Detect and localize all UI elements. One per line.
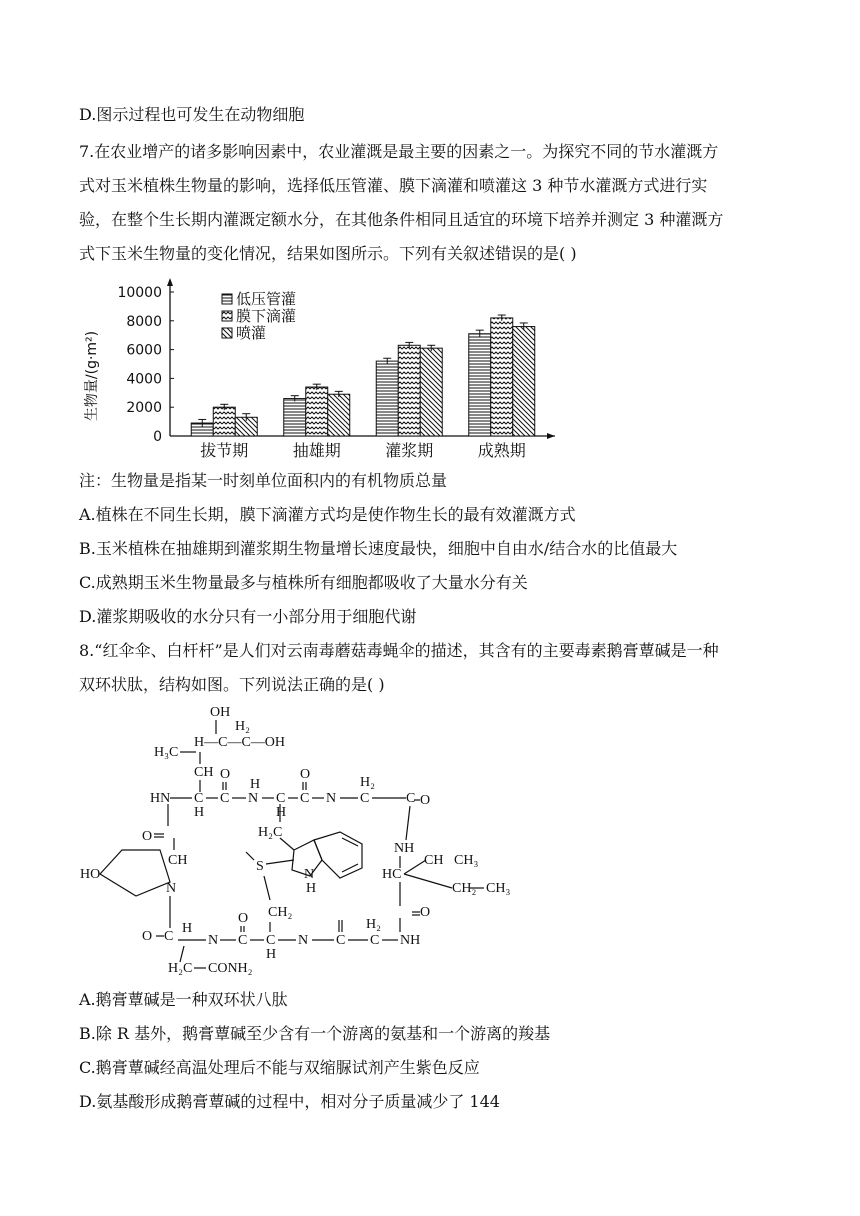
mol-label: OH xyxy=(210,705,231,720)
q7-stem-line-3: 验，在整个生长期内灌溉定额水分，在其他条件相同且适宜的环境下培养并测定 3 种灌溉方 xyxy=(79,210,724,229)
bond xyxy=(404,874,452,888)
q6-option-d: D.图示过程也可发生在动物细胞 xyxy=(79,105,305,124)
bar xyxy=(376,361,398,436)
mol-label: N xyxy=(326,791,337,806)
x-tick-label: 抽雄期 xyxy=(292,441,341,460)
biomass-bar-chart xyxy=(70,276,570,466)
x-tick-label: 灌浆期 xyxy=(385,441,434,460)
mol-label: CH xyxy=(168,853,188,868)
mol-label: CH xyxy=(194,765,214,780)
bond xyxy=(406,806,410,840)
mol-label: C xyxy=(220,791,230,806)
bar xyxy=(469,334,491,436)
bar xyxy=(398,345,420,436)
bond xyxy=(266,860,294,864)
bar xyxy=(306,387,328,436)
mol-label: C xyxy=(164,929,174,944)
q8-option-b: B.除 R 基外，鹅膏蕈碱至少含有一个游离的氨基和一个游离的羧基 xyxy=(79,1024,551,1043)
mol-label: H₃C xyxy=(154,745,179,760)
mol-label: N xyxy=(248,791,259,806)
legend-label: 喷灌 xyxy=(236,324,267,342)
bond xyxy=(280,838,294,850)
y-axis-title: 生物量/(g·m²) xyxy=(84,330,100,422)
bar xyxy=(328,394,350,436)
q8-stem-line-2: 双环状肽，结构如图。下列说法正确的是( ) xyxy=(79,675,385,694)
mol-label: C xyxy=(360,791,370,806)
mol-label: O xyxy=(142,929,153,944)
bond xyxy=(246,852,254,860)
mol-label: HN xyxy=(150,791,171,806)
bar xyxy=(420,348,442,436)
mol-label: H₂ xyxy=(235,719,250,734)
mol-label: O xyxy=(420,793,431,808)
bond xyxy=(342,838,358,846)
mol-label: H xyxy=(266,947,277,962)
legend-swatch xyxy=(222,294,232,304)
q8-option-d: D.氨基酸形成鹅膏蕈碱的过程中，相对分子质量减少了 144 xyxy=(79,1092,500,1111)
q8-option-c: C.鹅膏蕈碱经高温处理后不能与双缩脲试剂产生紫色反应 xyxy=(79,1058,480,1077)
q7-option-c: C.成熟期玉米生物量最多与植株所有细胞都吸收了大量水分有关 xyxy=(79,573,528,592)
mol-label: C xyxy=(370,933,380,948)
mol-label: H₂ xyxy=(360,775,375,790)
bond xyxy=(180,946,184,962)
x-tick-label: 成熟期 xyxy=(477,441,526,460)
mol-label: CH₂ xyxy=(452,881,477,896)
mol-label: H₂ xyxy=(366,917,381,932)
mol-label: NH xyxy=(400,933,421,948)
amanitin-structure xyxy=(70,700,550,982)
legend-swatch xyxy=(222,311,232,321)
q7-stem-line-1: 7.在农业增产的诸多影响因素中，农业灌溉是最主要的因素之一。为探究不同的节水灌溉方 xyxy=(79,142,719,161)
mol-label: CH₃ xyxy=(486,881,511,896)
mol-label: S xyxy=(256,859,264,874)
mol-label: O xyxy=(300,767,311,782)
pyrrolidine-ring xyxy=(100,850,170,896)
mol-label: H₂C xyxy=(258,825,283,840)
mol-label: NH xyxy=(394,841,415,856)
mol-label: HO xyxy=(80,867,101,882)
mol-label: C xyxy=(300,791,310,806)
mol-label: H₂C xyxy=(168,961,193,976)
y-tick-label: 0 xyxy=(153,429,162,445)
indole-benzene-ring xyxy=(314,832,362,878)
mol-label: C xyxy=(194,791,204,806)
y-tick-label: 4000 xyxy=(126,371,162,388)
mol-label: N xyxy=(166,881,177,896)
mol-label: CONH₂ xyxy=(208,961,253,976)
mol-label: C xyxy=(276,791,286,806)
mol-label: O xyxy=(420,905,431,920)
mol-label: N xyxy=(304,867,315,882)
q7-option-b: B.玉米植株在抽雄期到灌浆期生物量增长速度最快，细胞中自由水/结合水的比值最大 xyxy=(79,539,678,558)
y-tick-label: 8000 xyxy=(126,313,162,330)
mol-label: C xyxy=(336,933,346,948)
mol-label: H xyxy=(276,805,287,820)
bar xyxy=(284,399,306,436)
mol-label: C xyxy=(238,933,248,948)
mol-label: O xyxy=(238,911,249,926)
x-axis-arrow xyxy=(547,433,555,439)
mol-label: N xyxy=(208,933,219,948)
bond xyxy=(404,860,426,874)
y-tick-label: 2000 xyxy=(126,400,162,417)
mol-label: O xyxy=(220,767,231,782)
mol-label: H xyxy=(250,777,261,792)
mol-label: CH₃ xyxy=(454,853,479,868)
q7-option-d: D.灌浆期吸收的水分只有一小部分用于细胞代谢 xyxy=(79,607,417,626)
mol-label: N xyxy=(298,933,309,948)
legend-swatch xyxy=(222,328,232,338)
mol-label: H xyxy=(194,805,205,820)
mol-label: CH₂ xyxy=(268,905,293,920)
q7-stem-line-4: 式下玉米生物量的变化情况，结果如图所示。下列有关叙述错误的是( ) xyxy=(79,244,577,263)
bar xyxy=(213,407,235,436)
y-axis-arrow xyxy=(167,278,173,286)
q7-stem-line-2: 式对玉米植株生物量的影响，选择低压管灌、膜下滴灌和喷灌这 3 种节水灌溉方式进行实 xyxy=(79,176,708,195)
y-tick-label: 10000 xyxy=(117,285,162,301)
mol-label: H—C—C—OH xyxy=(194,735,286,750)
mol-label: HC xyxy=(382,867,402,882)
q7-option-a: A.植株在不同生长期，膜下滴灌方式均是使作物生长的最有效灌溉方式 xyxy=(79,505,576,524)
q8-option-a: A.鹅膏蕈碱是一种双环状八肽 xyxy=(79,990,288,1009)
bar xyxy=(491,318,513,436)
q7-note: 注：生物量是指某一时刻单位面积内的有机物质总量 xyxy=(79,471,448,490)
mol-label: C xyxy=(406,791,416,806)
mol-label: CH xyxy=(424,853,444,868)
mol-label: H xyxy=(182,921,193,936)
bond xyxy=(264,876,270,900)
legend-label: 低压管灌 xyxy=(236,290,297,308)
legend-label: 膜下滴灌 xyxy=(236,307,297,325)
y-tick-label: 6000 xyxy=(126,342,162,359)
mol-label: C xyxy=(266,933,276,948)
q8-stem-line-1: 8.“红伞伞、白杆杆”是人们对云南毒蘑菇毒蝇伞的描述，其含有的主要毒素鹅膏蕈碱是一种 xyxy=(79,641,719,660)
mol-label: O xyxy=(142,829,153,844)
bar xyxy=(513,327,535,436)
mol-label: H xyxy=(306,881,317,896)
x-tick-label: 拔节期 xyxy=(200,441,249,460)
